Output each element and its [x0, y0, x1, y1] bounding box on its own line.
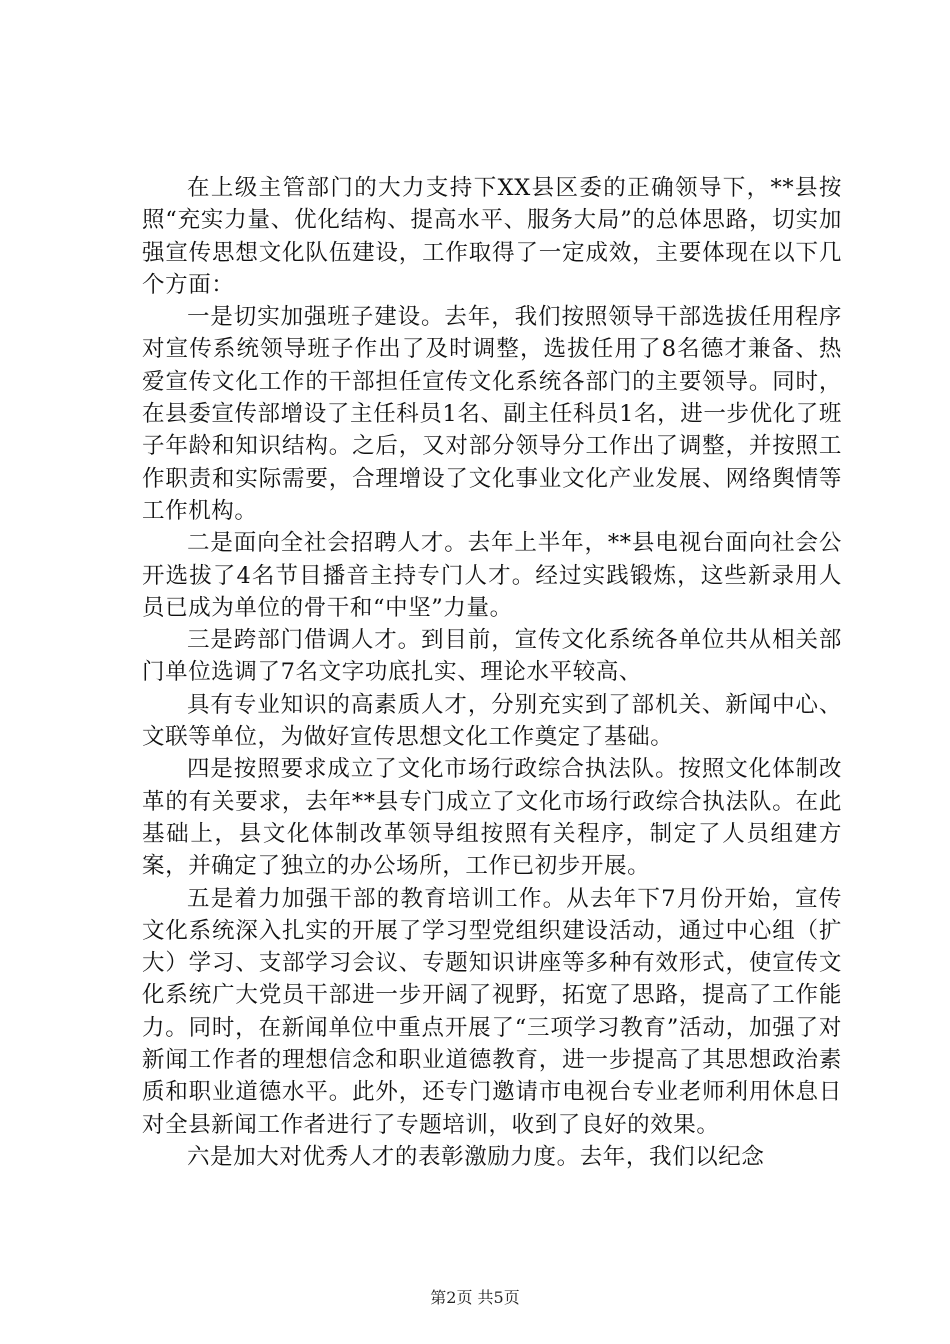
paragraph-item-2: 二是面向全社会招聘人才。去年上半年，**县电视台面向社会公开选拔了4名节目播音主持专门人才。经过实践锻炼，这些新录用人员已成为单位的骨干和“中坚”力量。	[142, 530, 842, 621]
paragraph-item-4: 四是按照要求成立了文化市场行政综合执法队。按照文化体制改革的有关要求，去年**县专门成立了文化市场行政综合执法队。在此基础上，县文化体制改革领导组按照有关程序，制定了人员组建方案，并确定了独立的办公场所，工作已初步开展。	[142, 756, 842, 880]
page-number-footer: 第2页 共5页	[430, 1288, 520, 1307]
paragraph-item-3: 三是跨部门借调人才。到目前，宣传文化系统各单位共从相关部门单位选调了7名文字功底扎实、理论水平较高、	[142, 627, 842, 686]
document-body	[142, 172, 842, 1173]
paragraph-intro: 在上级主管部门的大力支持下XX县区委的正确领导下，**县按照“充实力量、优化结构、提高水平、服务大局”的总体思路，切实加强宣传思想文化队伍建设，工作取得了一定成效，主要体现在以下几个方面：	[142, 175, 842, 298]
paragraph-item-5: 五是着力加强干部的教育培训工作。从去年下7月份开始，宣传文化系统深入扎实的开展了学习型党组织建设活动，通过中心组（扩大）学习、支部学习会议、专题知识讲座等多种有效形式，使宣传文化系统广大党员干部进一步开阔了视野，拓宽了思路，提高了工作能力。同时，在新闻单位中重点开展了“三项学习教育”活动，加强了对新闻工作者的理想信念和职业道德教育，进一步提高了其思想政治素质和职业道德水平。此外，还专门邀请市电视台专业老师利用休息日对全县新闻工作者进行了专题培训，收到了良好的效果。	[142, 885, 842, 1138]
paragraph-item-1: 一是切实加强班子建设。去年，我们按照领导干部选拔任用程序对宣传系统领导班子作出了及时调整，选拔任用了8名德才兼备、热爱宣传文化工作的干部担任宣传文化系统各部门的主要领导。同时，在县委宣传部增设了主任科员1名、副主任科员1名，进一步优化了班子年龄和知识结构。之后，又对部分领导分工作出了调整，并按照工作职责和实际需要，合理增设了文化事业文化产业发展、网络舆情等工作机构。	[142, 304, 842, 524]
paragraph-item-6: 六是加大对优秀人才的表彰激励力度。去年，我们以纪念	[187, 1143, 765, 1170]
paragraph-item-3-continued: 具有专业知识的高素质人才，分别充实到了部机关、新闻中心、文联等单位，为做好宣传思想文化工作奠定了基础。	[142, 691, 842, 751]
